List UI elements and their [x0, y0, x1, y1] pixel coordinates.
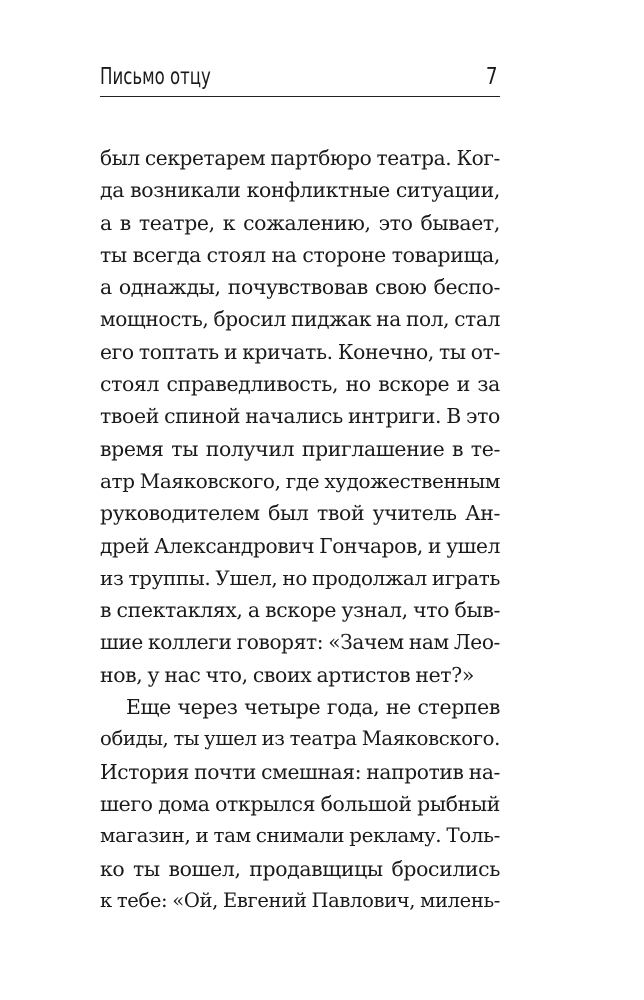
text-line: атр Маяковского, где художественным — [100, 468, 500, 493]
text-line: руководителем был твой учитель Ан- — [100, 501, 500, 526]
text-line: Еще через четыре года, не стерпев — [126, 695, 500, 720]
text-line: мощность, бросил пиджак на пол, стал — [100, 307, 500, 332]
text-line: из труппы. Ушел, но продолжал играть — [100, 565, 500, 590]
text-line: обиды, ты ушел из театра Маяковского. — [100, 727, 500, 751]
text-line: а однажды, почувствовав свою беспо- — [100, 275, 500, 300]
text-line: время ты получил приглашение в те- — [100, 436, 500, 461]
page-number: 7 — [486, 64, 498, 90]
text-line: твоей спиной начались интриги. В это — [100, 404, 500, 429]
text-line: магазин, и там снимали рекламу. Толь- — [100, 824, 500, 848]
text-line: История почти смешная: напротив на- — [100, 759, 500, 784]
text-line: к тебе: «Ой, Евгений Павлович, милень- — [100, 888, 500, 912]
text-line: был секретарем партбюро театра. Ког- — [100, 146, 500, 170]
text-line: а в театре, к сожалению, это бывает, — [100, 210, 500, 235]
text-line: шего дома открылся большой рыбный — [100, 791, 500, 816]
body-text — [100, 142, 500, 917]
text-line: ко ты вошел, продавщицы бросились — [100, 856, 500, 881]
text-line: его топтать и кричать. Конечно, ты от- — [100, 339, 500, 364]
text-line: дрей Александрович Гончаров, и ушел — [100, 533, 500, 558]
running-header — [100, 62, 500, 97]
text-line: шие коллеги говорят: «Зачем нам Лео- — [100, 630, 500, 655]
text-line: да возникали конфликтные ситуации, — [100, 178, 500, 203]
text-line: стоял справедливость, но вскоре и за — [100, 372, 500, 397]
text-line: ты всегда стоял на стороне товарища, — [100, 242, 500, 267]
text-line: нов, у нас что, своих артистов нет?» — [100, 662, 474, 687]
chapter-title: Письмо отцу — [100, 64, 211, 90]
text-line: в спектаклях, а вскоре узнал, что быв- — [100, 598, 500, 623]
